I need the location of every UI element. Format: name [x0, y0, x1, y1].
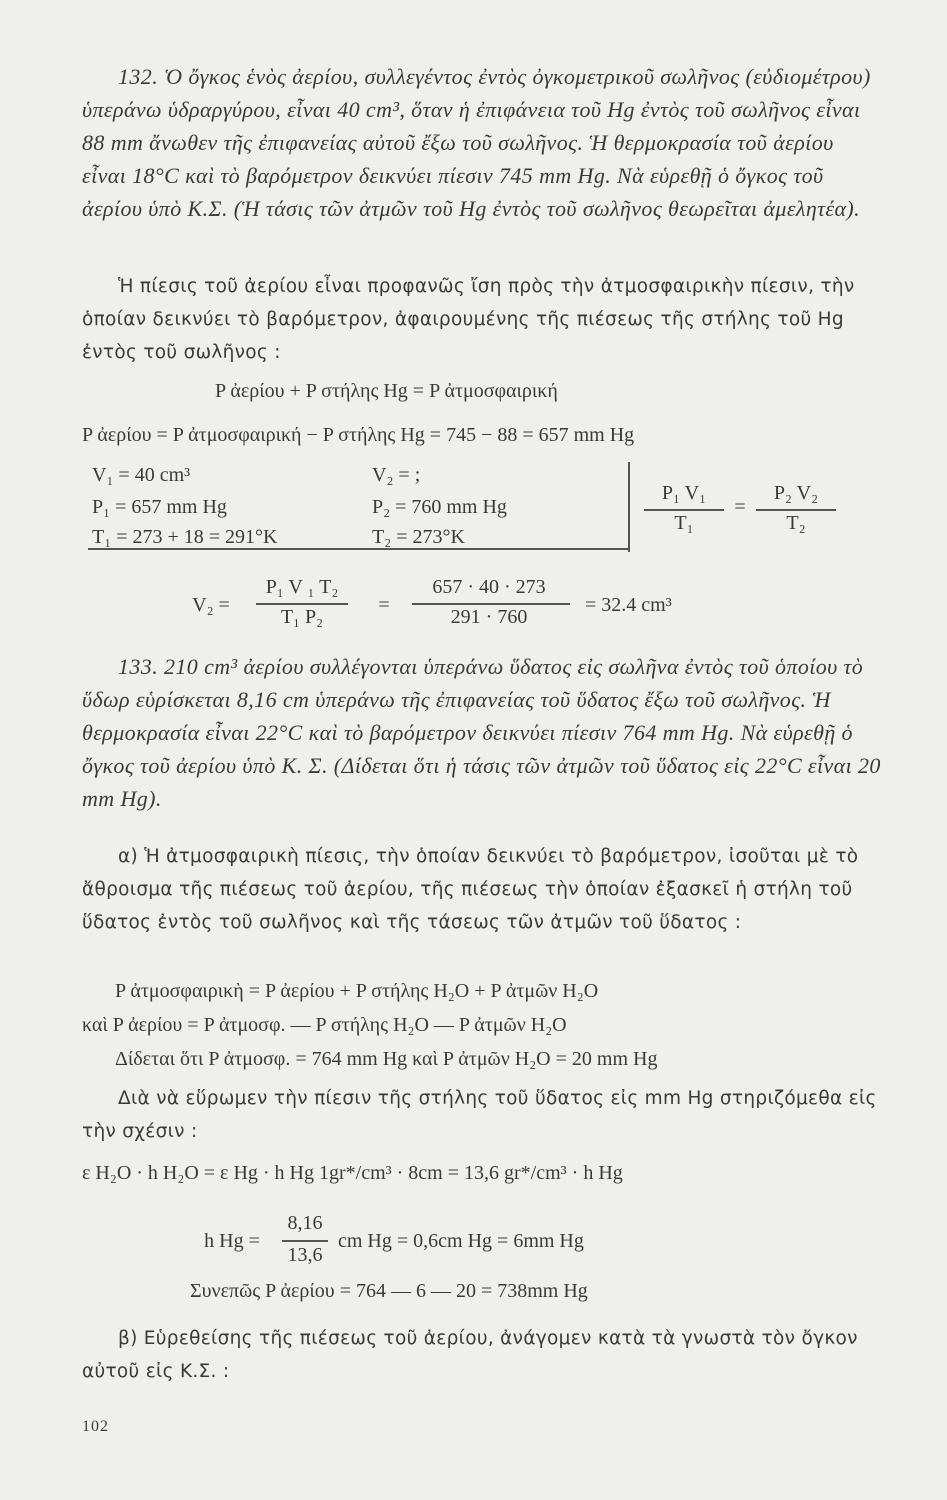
result-f2-numerator: 657 · 40 · 273: [432, 576, 546, 598]
equation-atmospheric-sum: P ἀτμοσφαιρικὴ = P ἀερίου + P στήλης H₂O + P ἀτμῶν H₂O: [115, 980, 599, 1002]
given-t1: T₁ = 273 + 18 = 291°K: [92, 526, 278, 548]
given-pressures: Δίδεται ὅτι P ἀτμοσφ. = 764 mm Hg καὶ P ἀτμῶν H₂O = 20 mm Hg: [115, 1048, 658, 1070]
given-p2: P₂ = 760 mm Hg: [372, 496, 507, 518]
result-equals: =: [378, 594, 390, 616]
result-f2-bar: [412, 603, 570, 605]
result-lhs: V₂ =: [192, 594, 230, 616]
h-hg-bar: [282, 1240, 328, 1242]
law-rhs-numerator: P₂ V₂: [773, 482, 819, 504]
page-number: 102: [82, 1418, 109, 1435]
law-lhs-numerator: P₁ V₁: [661, 482, 707, 504]
law-lhs-denominator: T₁: [674, 512, 694, 534]
h-hg-denominator: 13,6: [287, 1244, 323, 1266]
result-f1-denominator: T₁ P₂: [280, 606, 324, 628]
h-hg-numerator: 8,16: [287, 1212, 323, 1234]
equation-gas-pressure: P ἀερίου = P ἀτμοσφαιρική − P στήλης Hg = 745 − 88 = 657 mm Hg: [82, 424, 635, 446]
law-rhs-denominator: T₂: [786, 512, 806, 534]
result-f1-numerator: P₁ V ₁ T₂: [265, 576, 339, 598]
given-v1: V₁ = 40 cm³: [92, 464, 191, 486]
result-f1-bar: [256, 603, 348, 605]
problem-132-text: 132. Ὁ ὄγκος ἑνὸς ἀερίου, συλλεγέντος ἐντὸς ὀγκομετρικοῦ σωλῆνος (εὐδιομέτρου) ὑπεράνω ὑδραργύρου, εἶναι 40 cm³, ὅταν ἡ ἐπιφάνεια τοῦ Hg ἐντὸς τοῦ σωλῆνος εἶναι 88 mm ἄνωθεν τῆς ἐπιφανείας αὐτοῦ ἔξω τοῦ σωλῆνος. Ἡ θερμοκρασία τοῦ ἀερίου εἶναι 18°C καὶ τὸ βαρόμετρον δεικνύει πίεσιν 745 mm Hg. Νὰ εὑρεθῇ ὁ ὄγκος τοῦ ἀερίου ὑπὸ Κ.Σ. (Ἡ τάσις τῶν ἀτμῶν τοῦ Hg ἐντὸς τοῦ σωλῆνος θεωρεῖται ἀμελητέα).: [82, 64, 871, 221]
h-hg-result: cm Hg = 0,6cm Hg = 6mm Hg: [338, 1230, 584, 1252]
problem-133-text: 133. 210 cm³ ἀερίου συλλέγονται ὑπεράνω ὕδατος εἰς σωλῆνα ἐντὸς τοῦ ὁποίου τὸ ὕδωρ εὑρίσκεται 8,16 cm ὑπεράνω τῆς ἐπιφανείας τοῦ ὕδατος ἔξω τοῦ σωλῆνος. Ἡ θερμοκρασία εἶναι 22°C καὶ τὸ βαρόμετρον δεικνύει πίεσιν 764 mm Hg. Νὰ εὑρεθῇ ὁ ὄγκος τοῦ ἀερίου ὑπὸ Κ. Σ. (Δίδεται ὅτι ἡ τάσις τῶν ἀτμῶν τοῦ ὕδατος εἰς 22°C εἶναι 20 mm Hg).: [82, 654, 881, 811]
table-divider: [628, 462, 630, 552]
given-t2: T₂ = 273°K: [372, 526, 465, 548]
relation-intro: Διὰ νὰ εὕρωμεν τὴν πίεσιν τῆς στήλης τοῦ ὕδατος εἰς mm Hg στηριζόμεθα εἰς τὴν σχέσιν :: [82, 1088, 877, 1142]
law-lhs-bar: [644, 509, 724, 511]
result-value: = 32.4 cm³: [585, 594, 672, 616]
result-f2-denominator: 291 · 760: [450, 606, 528, 628]
problem-133-part-a: α) Ἡ ἀτμοσφαιρικὴ πίεσις, τὴν ὁποίαν δεικνύει τὸ βαρόμετρον, ἰσοῦται μὲ τὸ ἄθροισμα τῆς πιέσεως τοῦ ἀερίου, τῆς πιέσεως τὴν ὁποίαν ἐξασκεῖ ἡ στήλη τοῦ ὕδατος ἐντὸς τοῦ σωλῆνος καὶ τῆς τάσεως τῶν ἀτμῶν τοῦ ὕδατος :: [82, 846, 859, 933]
gas-pressure-conclusion: Συνεπῶς P ἀερίου = 764 — 6 — 20 = 738mm Hg: [190, 1280, 588, 1302]
law-equals: =: [734, 496, 746, 518]
law-rhs-bar: [756, 509, 836, 511]
equation-gas-pressure-133: καὶ P ἀερίου = P ἀτμοσφ. — P στήλης H₂O — P ἀτμῶν H₂O: [82, 1014, 567, 1036]
density-height-relation: ε H₂O · h H₂O = ε Hg · h Hg 1gr*/cm³ · 8cm = 13,6 gr*/cm³ · h Hg: [82, 1162, 623, 1184]
problem-132-solution-text: Ἡ πίεσις τοῦ ἀερίου εἶναι προφανῶς ἴση πρὸς τὴν ἀτμοσφαιρικὴν πίεσιν, τὴν ὁποίαν δεικνύει τὸ βαρόμετρον, ἀφαιρουμένης τῆς πιέσεως τῆς στήλης τοῦ Hg ἐντὸς τοῦ σωλῆνος :: [82, 276, 855, 363]
given-p1: P₁ = 657 mm Hg: [92, 496, 227, 518]
equation-pressure-sum: P ἀερίου + P στήλης Hg = P ἀτμοσφαιρική: [215, 380, 558, 402]
given-v2: V₂ = ;: [372, 464, 421, 486]
table-bottom-rule: [88, 548, 628, 550]
h-hg-lhs: h Hg =: [204, 1230, 260, 1252]
problem-133-part-b: β) Εὑρεθείσης τῆς πιέσεως τοῦ ἀερίου, ἀνάγομεν κατὰ τὰ γνωστὰ τὸν ὄγκον αὐτοῦ εἰς Κ.Σ. :: [82, 1328, 858, 1382]
